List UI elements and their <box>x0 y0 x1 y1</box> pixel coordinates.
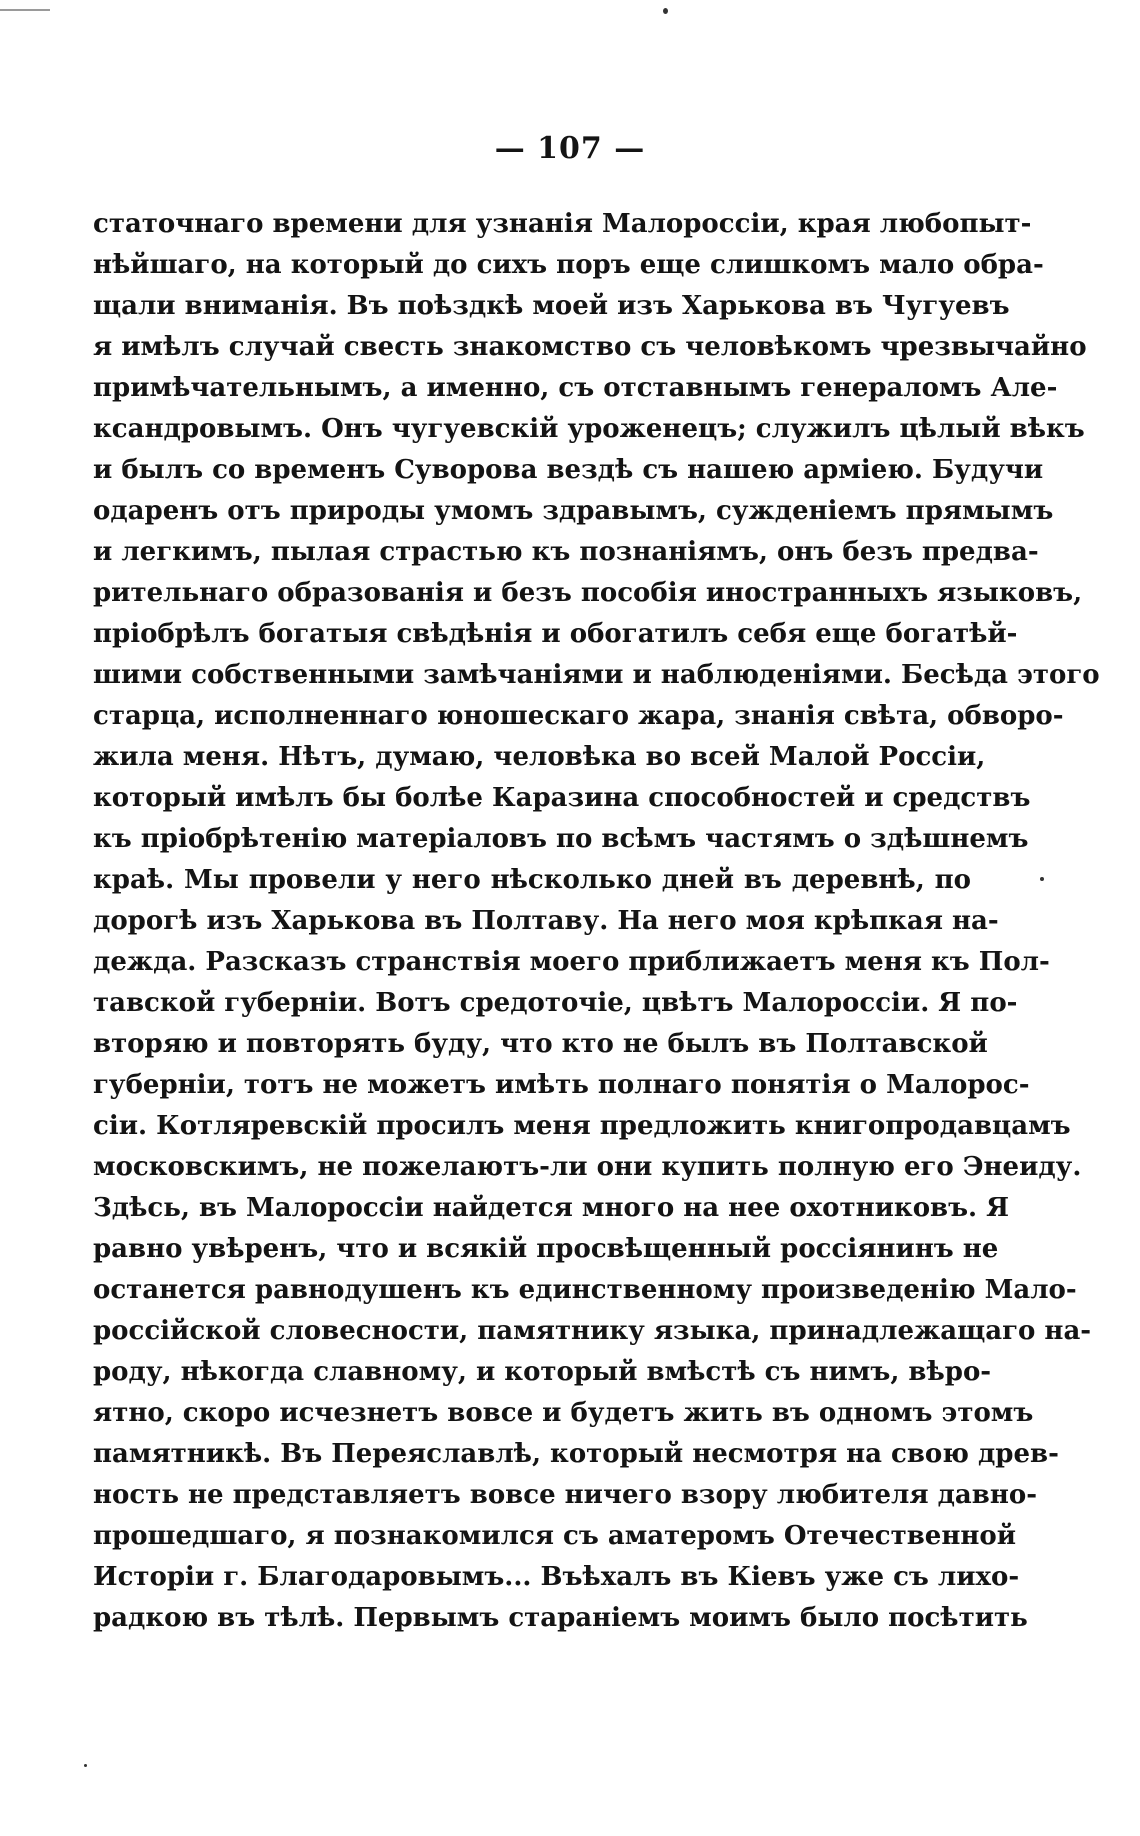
text-line: россійской словесности, памятнику языка, принадлежащаго на- <box>93 1316 1092 1346</box>
scan-speck <box>1040 877 1044 881</box>
text-line: дорогѣ изъ Харькова въ Полтаву. На него моя крѣпкая на- <box>93 906 999 936</box>
text-line: и легкимъ, пылая страстью къ познаніямъ, онъ безъ предва- <box>93 537 1039 567</box>
text-line: ность не представляетъ вовсе ничего взору любителя давно- <box>93 1480 1038 1510</box>
text-line: роду, нѣкогда славному, и который вмѣстѣ съ нимъ, вѣро- <box>93 1357 992 1387</box>
text-line: къ пріобрѣтенію матеріаловъ по всѣмъ частямъ о здѣшнемъ <box>93 824 1029 854</box>
text-line: и былъ со временъ Суворова вездѣ съ нашею арміею. Будучи <box>93 455 1044 485</box>
text-line: Здѣсь, въ Малороссіи найдется много на нее охотниковъ. Я <box>93 1193 1010 1223</box>
text-line: сіи. Котляревскій просилъ меня предложить книгопродавцамъ <box>93 1111 1071 1141</box>
text-line: пріобрѣлъ богатыя свѣдѣнія и обогатилъ себя еще богатѣй- <box>93 619 1018 649</box>
text-line: дежда. Разсказъ странствія моего приближаетъ меня къ Пол- <box>93 947 1050 977</box>
text-line: Исторіи г. Благодаровымъ... Въѣхалъ въ Кіевъ уже съ лихо- <box>93 1562 1020 1592</box>
text-line: прошедшаго, я познакомился съ аматеромъ Отечественной <box>93 1521 1017 1551</box>
text-line: я имѣлъ случай свесть знакомство съ человѣкомъ чрезвычайно <box>93 332 1087 362</box>
text-line: щали вниманія. Въ поѣздкѣ моей изъ Харькова въ Чугуевъ <box>93 291 1010 321</box>
text-line: останется равнодушенъ къ единственному произведенію Мало- <box>93 1275 1077 1305</box>
text-line: одаренъ отъ природы умомъ здравымъ, сужденіемъ прямымъ <box>93 496 1054 526</box>
text-line: старца, исполненнаго юношескаго жара, знанія свѣта, обворо- <box>93 701 1064 731</box>
text-line: тавской губерніи. Вотъ средоточіе, цвѣтъ Малороссіи. Я по- <box>93 988 1018 1018</box>
text-line: статочнаго времени для узнанія Малороссіи, края любопыт- <box>93 209 1032 239</box>
text-line: губерніи, тотъ не можетъ имѣть полнаго понятія о Малорос- <box>93 1070 1030 1100</box>
text-line: примѣчательнымъ, а именно, съ отставнымъ генераломъ Але- <box>93 373 1058 403</box>
scan-speck <box>663 8 668 14</box>
body-text <box>93 204 1100 1639</box>
text-line: ятно, скоро исчезнетъ вовсе и будетъ жить въ одномъ этомъ <box>93 1398 1034 1428</box>
text-line: нѣйшаго, на который до сихъ поръ еще слишкомъ мало обра- <box>93 250 1044 280</box>
text-line: памятникѣ. Въ Переяславлѣ, который несмотря на свою древ- <box>93 1439 1059 1469</box>
text-line: вторяю и повторять буду, что кто не былъ въ Полтавской <box>93 1029 988 1059</box>
scan-edge-mark <box>0 9 50 11</box>
text-line: жила меня. Нѣтъ, думаю, человѣка во всей Малой Россіи, <box>93 742 986 772</box>
text-line: московскимъ, не пожелаютъ-ли они купить полную его Энеиду. <box>93 1152 1082 1182</box>
text-line: рительнаго образованія и безъ пособія иностранныхъ языковъ, <box>93 578 1083 608</box>
text-line: равно увѣренъ, что и всякій просвѣщенный россіянинъ не <box>93 1234 999 1264</box>
text-line: радкою въ тѣлѣ. Первымъ стараніемъ моимъ было посѣтить <box>93 1603 1028 1633</box>
page-number: — 107 — <box>494 131 646 166</box>
scan-speck <box>84 1764 87 1767</box>
text-line: который имѣлъ бы болѣе Каразина способностей и средствъ <box>93 783 1031 813</box>
text-line: краѣ. Мы провели у него нѣсколько дней въ деревнѣ, по <box>93 865 971 895</box>
text-line: шими собственными замѣчаніями и наблюденіями. Бесѣда этого <box>93 660 1100 690</box>
text-line: ксандровымъ. Онъ чугуевскій уроженецъ; служилъ цѣлый вѣкъ <box>93 414 1085 444</box>
